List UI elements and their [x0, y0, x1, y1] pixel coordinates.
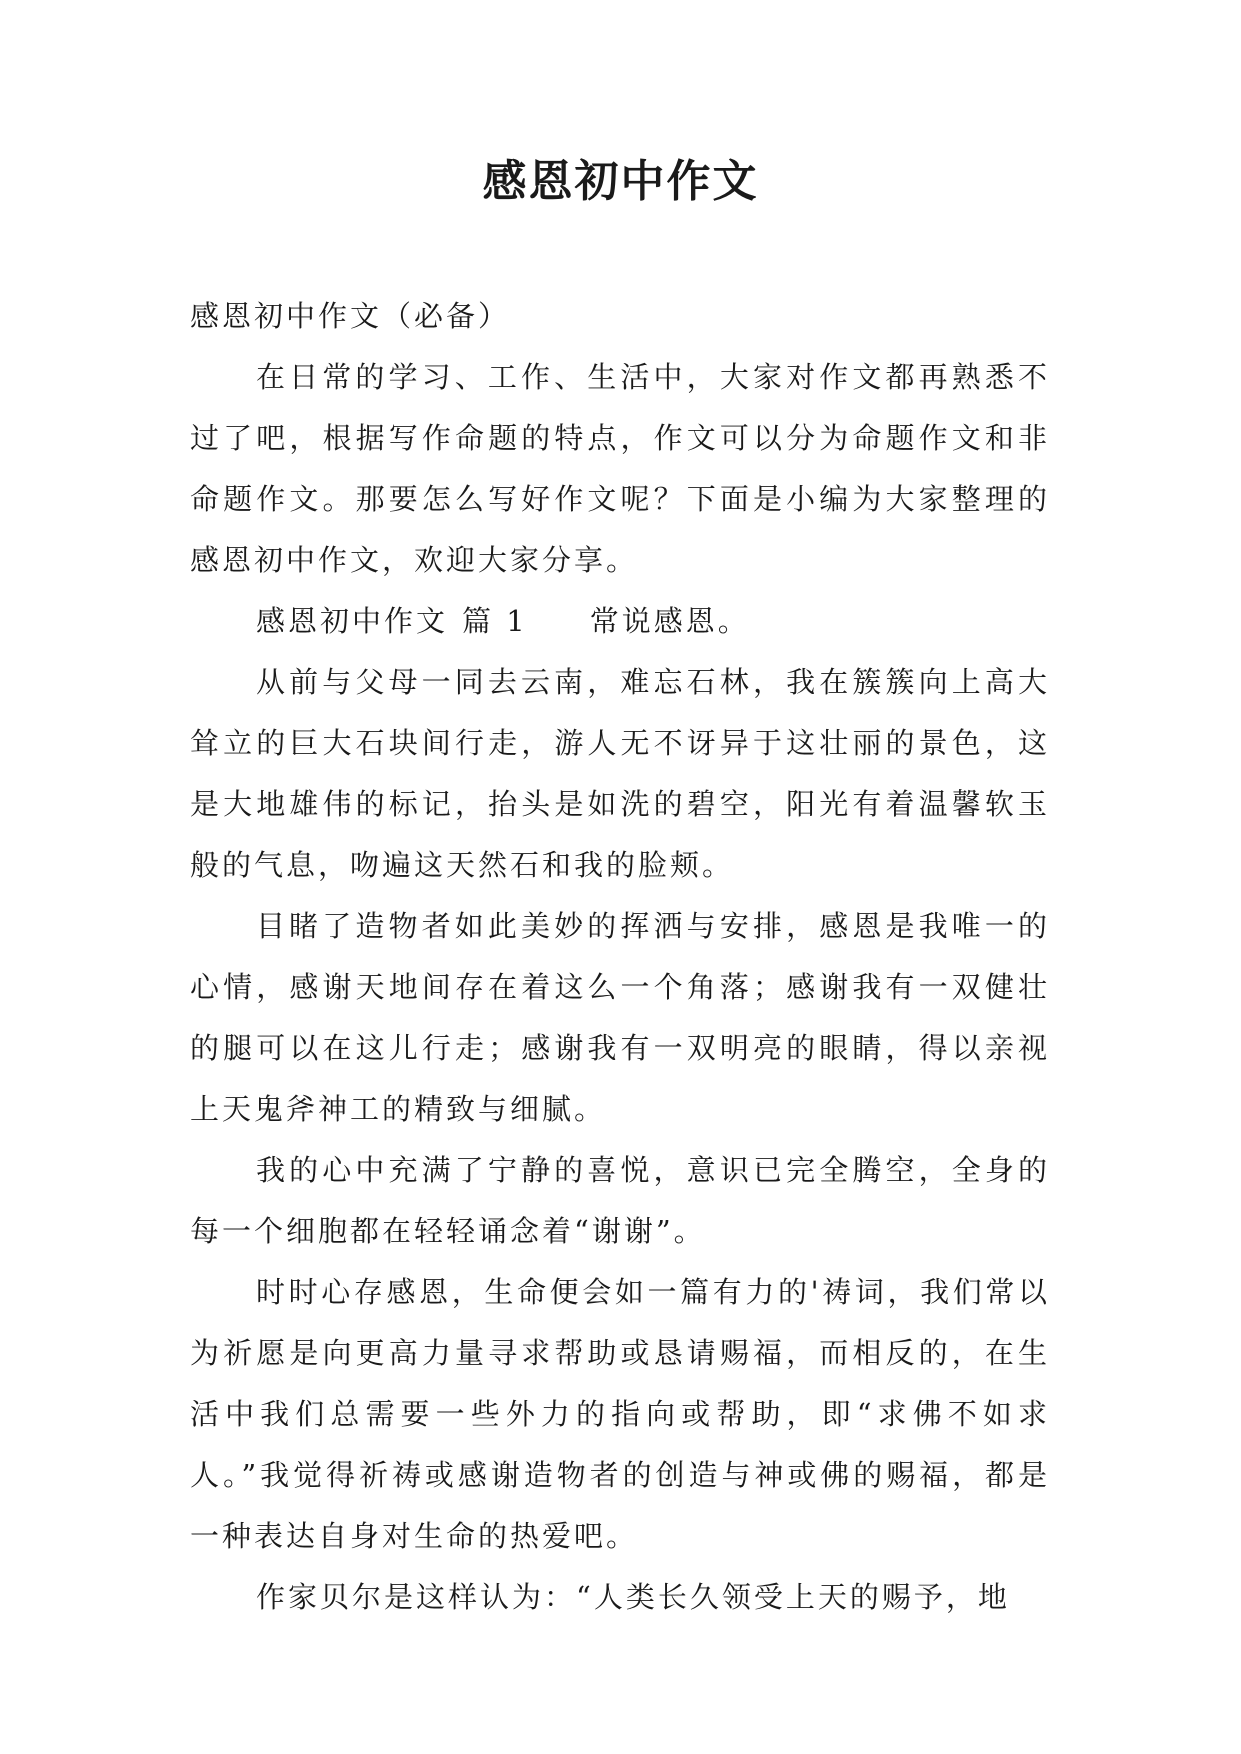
document-title: 感恩初中作文 — [482, 156, 759, 207]
document-subtitle: 感恩初中作文（必备） — [190, 299, 511, 333]
body-paragraph: 从前与父母一同去云南，难忘石林，我在簇簇向上高大耸立的巨大石块间行走，游人无不讶异于这壮丽的景色，这是大地雄伟的标记，抬头是如洗的碧空，阳光有着温馨软玉般的气息，吻遍这天然石和我的脸颊。 — [190, 665, 1050, 882]
section-first-sentence: 常说感恩。 — [589, 604, 750, 638]
body-paragraph: 作家贝尔是这样认为：“人类长久领受上天的赐予，地 — [256, 1580, 1010, 1614]
section-title: 感恩初中作文 — [256, 604, 449, 638]
body-paragraph: 时时心存感恩，生命便会如一篇有力的'祷词，我们常以为祈愿是向更高力量寻求帮助或恳请赐福，而相反的，在生活中我们总需要一些外力的指向或帮助，即“求佛不如求人。”我觉得祈祷或感谢造物者的创造与神或佛的赐福，都是一种表达自身对生命的热爱吧。 — [190, 1275, 1050, 1553]
body-paragraph: 目睹了造物者如此美妙的挥洒与安排，感恩是我唯一的心情，感谢天地间存在着这么一个角落；感谢我有一双健壮的腿可以在这儿行走；感谢我有一双明亮的眼睛，得以亲视上天鬼斧神工的精致与细腻。 — [190, 909, 1050, 1126]
body-paragraph: 我的心中充满了宁静的喜悦，意识已完全腾空，全身的每一个细胞都在轻轻诵念着“谢谢”。 — [190, 1153, 1050, 1248]
document-body — [190, 286, 1050, 1628]
section-label: 篇 1 — [462, 604, 528, 638]
section-heading — [190, 591, 1050, 652]
intro-paragraph: 在日常的学习、工作、生活中，大家对作文都再熟悉不过了吧，根据写作命题的特点，作文可以分为命题作文和非命题作文。那要怎么写好作文呢？下面是小编为大家整理的感恩初中作文，欢迎大家分享。 — [190, 360, 1050, 577]
